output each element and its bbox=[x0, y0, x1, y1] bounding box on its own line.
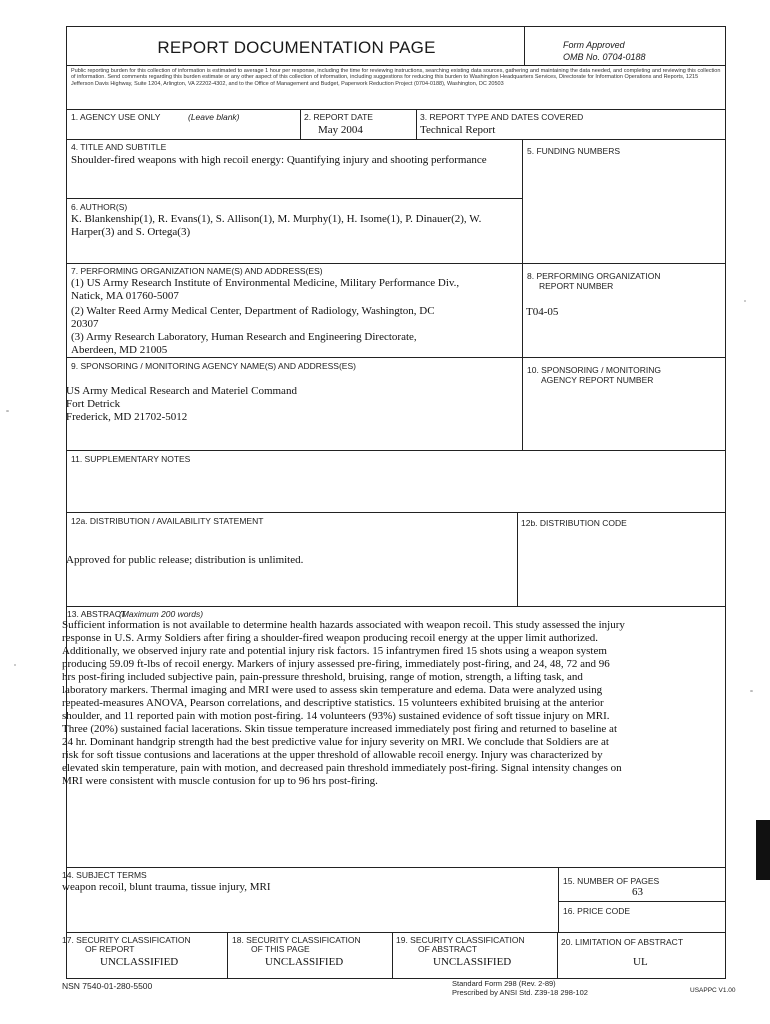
abstract-rule bbox=[67, 867, 726, 868]
abstract-line: response in U.S. Army Soldiers after firing a shoulder-fired weapon producing recoil energy at the upper limit authorized. bbox=[62, 632, 598, 644]
pages-divider bbox=[558, 868, 559, 932]
right-column-divider bbox=[522, 140, 523, 450]
notes-rule bbox=[67, 512, 726, 513]
scan-edge-right bbox=[756, 820, 770, 880]
performing-org-line[interactable]: Natick, MA 01760-5007 bbox=[71, 290, 179, 302]
subject-rule bbox=[67, 932, 726, 933]
performing-org-label: 7. PERFORMING ORGANIZATION NAME(S) AND ADDRESS(ES) bbox=[71, 266, 323, 276]
agency-use-label: 1. AGENCY USE ONLY bbox=[71, 112, 161, 122]
security-div-a bbox=[227, 933, 228, 978]
omb-number: OMB No. 0704-0188 bbox=[563, 52, 646, 62]
subject-terms-label: 14. SUBJECT TERMS bbox=[62, 870, 147, 880]
security-report-value[interactable]: UNCLASSIFIED bbox=[100, 956, 179, 968]
form-title: REPORT DOCUMENTATION PAGE bbox=[157, 38, 436, 57]
usapc-text: USAPPC V1.00 bbox=[690, 987, 736, 994]
title-rule bbox=[67, 198, 522, 199]
form-approved-text: Form Approved bbox=[563, 40, 625, 50]
burden-notice: Public reporting burden for this collection of information is estimated to average 1 hour per response, including the time for reviewing instructions, searching existing data sources, gathering and maintaining the data needed, and completing and reviewing this collection of information. Send comments regarding this burden estimate or any other aspect of this collection of information, including suggestions for reducing this burden to Washington Headquarters Services, Directorate for Information Operations and Reports, 1215 Jefferson Davis Highway, Suite 1204, Arlington, VA 22202-4302, and to the Office of Management and Budget, Paperwork Reduction Project (0704-0188), Washington, DC 20503 bbox=[71, 68, 721, 87]
sponsoring-agency-line[interactable]: Fort Detrick bbox=[66, 398, 121, 410]
abstract-line: risk for soft tissue contusions and lacerations at the upper threshold of allowable recoil energy. Injury was characterized by bbox=[62, 749, 603, 761]
abstract-line: Three (20%) sustained facial lacerations. Skin tissue temperature increased immediately post firing and returned to baseline at bbox=[62, 723, 617, 735]
abstract-body[interactable] bbox=[62, 619, 720, 788]
funding-numbers-label: 5. FUNDING NUMBERS bbox=[527, 146, 621, 156]
pages-rule bbox=[559, 901, 726, 902]
report-date-label: 2. REPORT DATE bbox=[304, 112, 373, 122]
sponsor-report-label-2: AGENCY REPORT NUMBER bbox=[541, 375, 654, 385]
number-of-pages-value[interactable]: 63 bbox=[632, 886, 643, 898]
title-value[interactable]: Shoulder-fired weapons with high recoil energy: Quantifying injury and shooting performance bbox=[71, 154, 487, 166]
row1-div-b bbox=[416, 110, 417, 139]
limitation-value[interactable]: UL bbox=[633, 956, 648, 968]
authors-value[interactable]: K. Blankenship(1), R. Evans(1), S. Allison(1), M. Murphy(1), H. Isome(1), P. Dinauer(2), W. Harper(3) and S. Ortega(3) bbox=[71, 213, 482, 238]
limitation-label: 20. LIMITATION OF ABSTRACT bbox=[561, 937, 684, 947]
performing-org-line[interactable]: (3) Army Research Laboratory, Human Research and Engineering Directorate, bbox=[71, 331, 417, 343]
abstract-line: laboratory markers. Thermal imaging and MRI were used to assess skin temperature and edema. Data were analyzed using bbox=[62, 684, 603, 696]
report-type-value[interactable]: Technical Report bbox=[420, 124, 496, 136]
number-of-pages-label: 15. NUMBER OF PAGES bbox=[563, 876, 660, 886]
sponsor-report-label: 10. SPONSORING / MONITORING bbox=[527, 365, 661, 375]
distribution-code-label: 12b. DISTRIBUTION CODE bbox=[521, 518, 627, 528]
sponsoring-agency-line[interactable]: Frederick, MD 21702-5012 bbox=[66, 411, 188, 423]
report-date-value[interactable]: May 2004 bbox=[318, 124, 363, 136]
abstract-line: Sufficient information is not available to determine health hazards associated with weapon recoil. This study assessed the injury bbox=[62, 619, 625, 631]
sponsoring-agency-label: 9. SPONSORING / MONITORING AGENCY NAME(S) AND ADDRESS(ES) bbox=[71, 361, 356, 371]
performing-org-line[interactable]: 20307 bbox=[71, 318, 99, 330]
scan-speck bbox=[744, 300, 746, 302]
header-rule bbox=[67, 65, 726, 66]
abstract-hint: (Maximum 200 words) bbox=[119, 609, 204, 619]
standard-form-text: Standard Form 298 (Rev. 2-89) bbox=[452, 979, 556, 988]
abstract-line: Additionally, we observed injury rate and potential injury risk factors. 15 infantrymen fired 15 shots using a weapon system bbox=[62, 645, 607, 657]
security-div-c bbox=[557, 933, 558, 978]
authors-rule bbox=[67, 263, 726, 264]
security-page-value[interactable]: UNCLASSIFIED bbox=[265, 956, 344, 968]
title-label: 4. TITLE AND SUBTITLE bbox=[71, 142, 167, 152]
abstract-line: 24 hr. Dominant handgrip strength had the best predictive value for injury severity on MRI. We conclude that Soldiers are at bbox=[62, 736, 609, 748]
report-number-label: 8. PERFORMING ORGANIZATION bbox=[527, 271, 661, 281]
nsn-number: NSN 7540-01-280-5500 bbox=[62, 981, 153, 991]
scan-speck bbox=[6, 410, 9, 412]
security-abstract-value[interactable]: UNCLASSIFIED bbox=[433, 956, 512, 968]
subject-terms-value[interactable]: weapon recoil, blunt trauma, tissue injury, MRI bbox=[62, 881, 271, 893]
sponsoring-rule bbox=[67, 450, 726, 451]
agency-use-hint: (Leave blank) bbox=[188, 112, 240, 122]
abstract-line: repeated-measures ANOVA, Pearson correlations, and descriptive statistics. 15 volunteers exhibited bruising at the anterior bbox=[62, 697, 604, 709]
security-report-label-2: OF REPORT bbox=[85, 944, 135, 954]
abstract-label: 13. ABSTRACT bbox=[67, 609, 127, 619]
security-report-label: 17. SECURITY CLASSIFICATION bbox=[62, 935, 191, 945]
security-page-label: 18. SECURITY CLASSIFICATION bbox=[232, 935, 361, 945]
abstract-line: elevated skin temperature, pain with motion, and decreased pain threshold immediately post-firing. Signal intensity changes on bbox=[62, 762, 622, 774]
row1-div-a bbox=[300, 110, 301, 139]
distribution-statement-label: 12a. DISTRIBUTION / AVAILABILITY STATEMENT bbox=[71, 516, 264, 526]
performing-org-line[interactable]: (2) Walter Reed Army Medical Center, Department of Radiology, Washington, DC bbox=[71, 305, 435, 317]
distribution-statement-value[interactable]: Approved for public release; distribution is unlimited. bbox=[66, 554, 304, 566]
sponsoring-agency-line[interactable]: US Army Medical Research and Materiel Command bbox=[66, 385, 297, 397]
abstract-line: MRI were consistent with muscle contusion for up to 96 hrs post-firing. bbox=[62, 775, 378, 787]
report-number-label-2: REPORT NUMBER bbox=[539, 281, 614, 291]
performing-org-line[interactable]: (1) US Army Research Institute of Environmental Medicine, Military Performance Div., bbox=[71, 277, 460, 289]
scan-speck bbox=[14, 664, 16, 666]
report-number-value[interactable]: T04-05 bbox=[526, 306, 559, 318]
distribution-divider bbox=[517, 513, 518, 606]
abstract-line: hrs post-firing included subjective pain, pain-pressure threshold, bruising, range of motion, strength, a lifting task, and bbox=[62, 671, 583, 683]
abstract-line: shoulder, and 11 reported pain with motion post-firing. 14 volunteers (93%) sustained evidence of soft tissue injury on MRI. bbox=[62, 710, 610, 722]
form-frame bbox=[66, 26, 726, 979]
price-code-label: 16. PRICE CODE bbox=[563, 906, 631, 916]
authors-label: 6. AUTHOR(S) bbox=[71, 202, 128, 212]
security-abstract-label: 19. SECURITY CLASSIFICATION bbox=[396, 935, 525, 945]
supplementary-notes-label: 11. SUPPLEMENTARY NOTES bbox=[71, 454, 191, 464]
security-abstract-label-2: OF ABSTRACT bbox=[418, 944, 478, 954]
security-div-b bbox=[392, 933, 393, 978]
notice-rule bbox=[67, 109, 726, 110]
header-divider bbox=[524, 27, 525, 65]
prescribed-text: Prescribed by ANSI Std. Z39-18 298-102 bbox=[452, 988, 588, 997]
scan-speck bbox=[750, 690, 753, 692]
abstract-line: producing 59.09 ft-lbs of recoil energy. Markers of injury assessed pre-firing, immediately post-firing, and 24, 48, 72 and 96 bbox=[62, 658, 610, 670]
performing-rule bbox=[67, 357, 726, 358]
performing-org-line[interactable]: Aberdeen, MD 21005 bbox=[71, 344, 168, 356]
distribution-rule bbox=[67, 606, 726, 607]
security-page-label-2: OF THIS PAGE bbox=[251, 944, 310, 954]
report-type-label: 3. REPORT TYPE AND DATES COVERED bbox=[420, 112, 584, 122]
row1-rule bbox=[67, 139, 726, 140]
